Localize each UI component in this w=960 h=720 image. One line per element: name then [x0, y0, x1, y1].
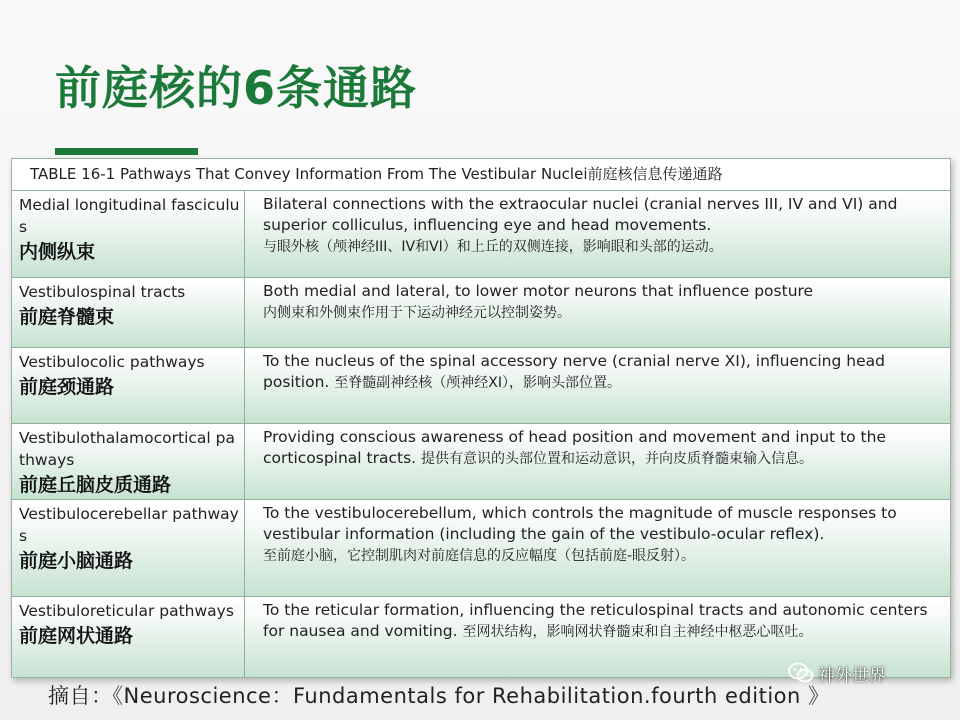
description-en-text: Providing conscious awareness of head position and movement and input to the corticospinal tracts.	[263, 428, 886, 467]
pathway-description-cell	[245, 424, 950, 499]
source-citation: 摘自：《Neuroscience：Fundamentals for Rehabilitation.fourth edition 》	[48, 684, 830, 708]
table-row	[12, 278, 950, 348]
pathway-description-cell	[245, 348, 950, 423]
slide-title: 前庭核的6条通路	[55, 61, 418, 115]
watermark-text: 神外世界	[818, 665, 886, 686]
description-en-text: To the vestibulocerebellum, which controls the magnitude of muscle responses to vestibular information (including the gain of the vestibulo-ocular reflex).	[263, 504, 897, 543]
pathway-name-cell	[12, 191, 245, 277]
table-row	[12, 424, 950, 500]
pathway-name-en: Vestibulocolic pathways	[19, 353, 205, 371]
pathway-name-cell	[12, 348, 245, 423]
pathway-name-en: Vestibulothalamocortical pathways	[19, 429, 235, 469]
description-zh-inline: 提供有意识的头部位置和运动意识，并向皮质脊髓束输入信息。	[421, 451, 814, 467]
pathway-name-zh: 前庭丘脑皮质通路	[19, 474, 172, 496]
pathway-description-en	[263, 194, 942, 237]
description-en-text: To the reticular formation, influencing the reticulospinal tracts and autonomic centers for nausea and vomiting.	[263, 601, 928, 640]
table-row	[12, 348, 950, 424]
table-row	[12, 500, 950, 597]
title-underline	[55, 148, 198, 155]
pathway-name-cell	[12, 500, 245, 596]
description-zh-inline: 至网状结构，影响网状脊髓束和自主神经中枢恶心呕吐。	[462, 624, 813, 640]
pathway-description-zh: 至前庭小脑，它控制肌肉对前庭信息的反应幅度（包括前庭-眼反射）。	[263, 548, 696, 564]
pathway-description-en	[263, 351, 942, 394]
pathway-description-en	[263, 600, 942, 643]
pathway-name-zh: 内侧纵束	[19, 241, 96, 263]
pathway-description-zh: 与眼外核（颅神经III、IV和VI）和上丘的双侧连接，影响眼和头部的运动。	[263, 239, 723, 255]
pathway-description-en	[263, 281, 942, 303]
pathway-name-cell	[12, 424, 245, 499]
pathway-description-zh: 内侧束和外侧束作用于下运动神经元以控制姿势。	[263, 305, 571, 321]
pathway-name-en: Vestibulospinal tracts	[19, 283, 186, 301]
description-en-text: To the nucleus of the spinal accessory nerve (cranial nerve XI), influencing head position.	[263, 352, 885, 391]
pathway-name-cell	[12, 278, 245, 347]
pathway-name-zh: 前庭颈通路	[19, 376, 115, 398]
pathway-description-cell	[245, 278, 950, 347]
table-caption: TABLE 16-1 Pathways That Convey Information From The Vestibular Nuclei前庭核信息传递通路	[12, 159, 950, 191]
description-en-text: Both medial and lateral, to lower motor neurons that influence posture	[263, 282, 814, 300]
pathway-name-zh: 前庭脊髓束	[19, 306, 115, 328]
description-en-text: Bilateral connections with the extraocular nuclei (cranial nerves III, IV and VI) and superior colliculus, influencing eye and head movements.	[263, 195, 898, 234]
pathway-description-cell	[245, 500, 950, 596]
wechat-icon	[788, 662, 814, 684]
watermark	[788, 660, 886, 686]
pathway-name-cell	[12, 597, 245, 677]
pathway-description-en	[263, 427, 942, 470]
pathway-name-zh: 前庭网状通路	[19, 625, 134, 647]
pathway-description-en	[263, 503, 942, 546]
description-zh-inline: 至脊髓副神经核（颅神经XI），影响头部位置。	[334, 375, 621, 391]
pathway-name-en: Vestibuloreticular pathways	[19, 602, 234, 620]
pathways-table	[11, 158, 951, 678]
table-row	[12, 191, 950, 278]
pathway-description-cell	[245, 191, 950, 277]
pathway-name-en: Vestibulocerebellar pathways	[19, 505, 239, 545]
pathway-name-en: Medial longitudinal fasciculus	[19, 196, 240, 236]
pathway-name-zh: 前庭小脑通路	[19, 550, 134, 572]
